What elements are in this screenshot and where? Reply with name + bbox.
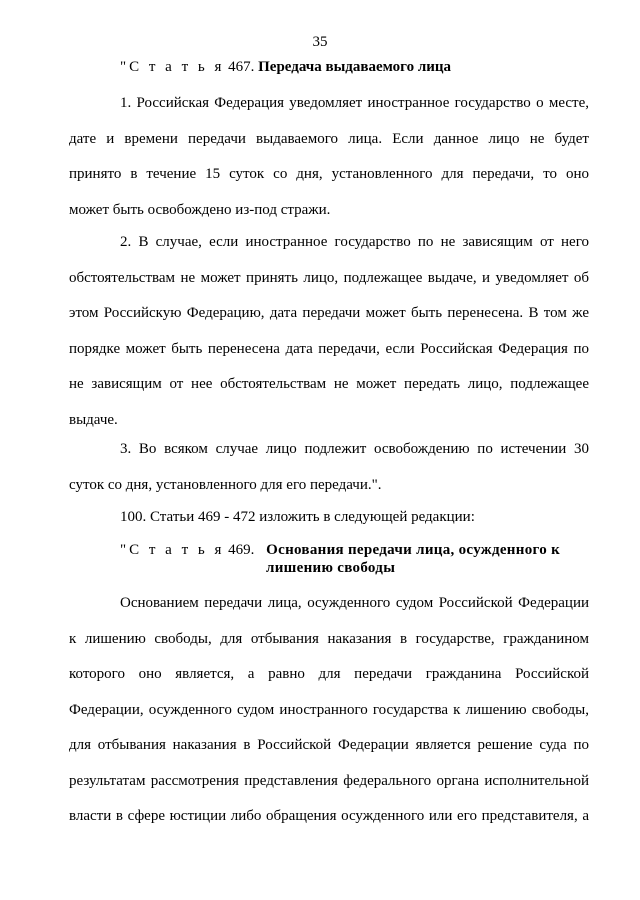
- paragraph-2-line-2: обстоятельствам не может принять лицо, подлежащее выдаче, и уведомляет об: [69, 269, 589, 286]
- article-467-heading: [120, 58, 451, 76]
- paragraph-2-line-6: выдаче.: [69, 411, 118, 428]
- article-467-title: Передача выдаваемого лица: [258, 59, 452, 75]
- paragraph-1-line-3: принято в течение 15 суток со дня, установленного для передачи, то оно: [69, 166, 589, 182]
- paragraph-4-line-3: которого оно является, а равно для передачи гражданина Российской: [69, 666, 589, 682]
- article-467-number: 467.: [228, 59, 255, 75]
- paragraph-4-line-4: Федерации, осужденного судом иностранного государства к лишению свободы,: [69, 701, 589, 718]
- paragraph-4-line-5: для отбывания наказания в Российской Федерации является решение суда по: [69, 737, 589, 753]
- paragraph-3-line-1: 3. Во всяком случае лицо подлежит освобождению по истечении 30: [120, 441, 589, 457]
- paragraph-1-line-2: дате и времени передачи выдаваемого лица. Если данное лицо не будет: [69, 130, 589, 147]
- paragraph-4: [69, 586, 589, 835]
- paragraph-4-line-2: к лишению свободы, для отбывания наказания в государстве, гражданином: [69, 630, 589, 647]
- article-469-title-line-1: Основания передачи лица, осужденного к: [266, 542, 561, 558]
- article-469-title-line-2: лишению свободы: [266, 560, 396, 576]
- article-469-heading: [120, 541, 590, 577]
- paragraph-2-line-3: этом Российскую Федерацию, дата передачи может быть перенесена. В том же: [69, 305, 589, 321]
- paragraph-2-line-1: 2. В случае, если иностранное государство по не зависящим от него: [120, 234, 589, 250]
- article-467-prefix: "С т а т ь я: [120, 59, 225, 75]
- paragraph-3: [69, 432, 589, 503]
- item-100: 100. Статьи 469 - 472 изложить в следующей редакции:: [120, 509, 475, 525]
- paragraph-2-line-4: порядке может быть перенесена дата передачи, если Российская Федерация по: [69, 340, 589, 357]
- paragraph-3-line-2: суток со дня, установленного для его передачи.".: [69, 476, 382, 493]
- paragraph-2: [69, 225, 589, 438]
- paragraph-4-line-1: Основанием передачи лица, осужденного судом Российской Федерации: [120, 595, 589, 611]
- article-469-number: 469.: [228, 542, 255, 558]
- paragraph-4-line-6: результатам рассмотрения представления федерального органа исполнительной: [69, 772, 589, 789]
- paragraph-4-line-7: власти в сфере юстиции либо обращения осужденного или его представителя, а: [69, 808, 589, 824]
- paragraph-1-line-4: может быть освобождено из-под стражи.: [69, 201, 331, 218]
- paragraph-1: [69, 86, 589, 228]
- paragraph-1-line-1: 1. Российская Федерация уведомляет иностранное государство о месте,: [120, 95, 589, 111]
- paragraph-2-line-5: не зависящим от нее обстоятельствам не может передать лицо, подлежащее: [69, 376, 589, 392]
- article-469-prefix: "С т а т ь я: [120, 542, 225, 558]
- page-number: 35: [312, 34, 328, 50]
